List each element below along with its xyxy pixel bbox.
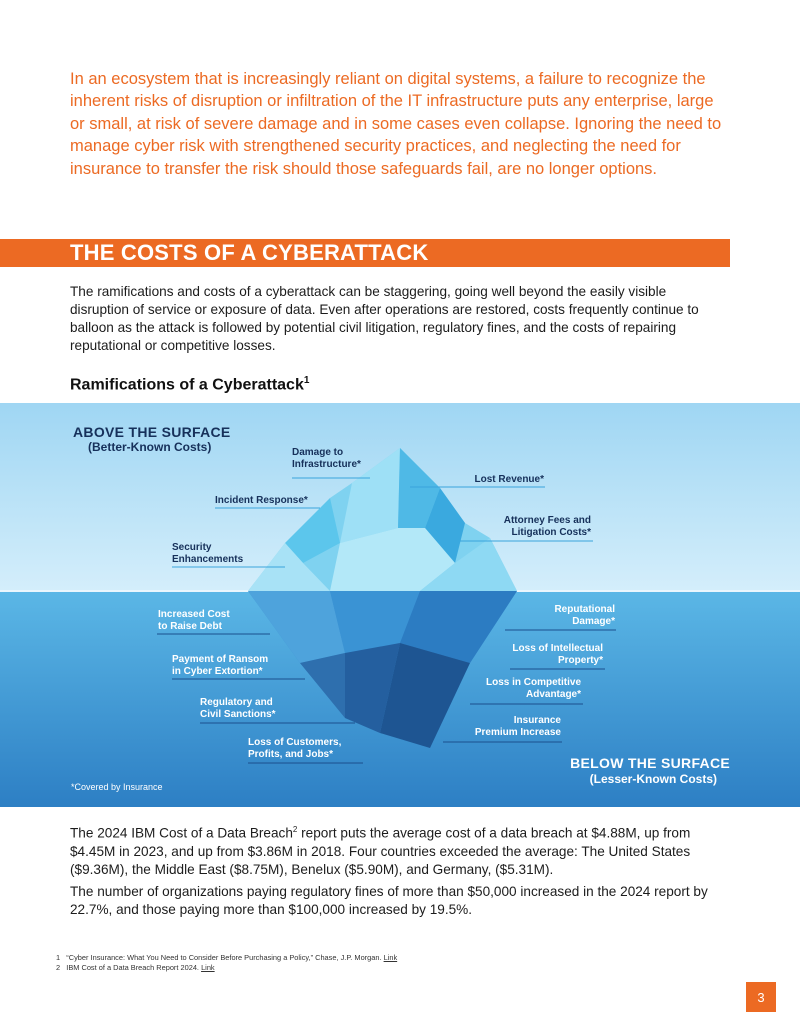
- label-increased-cost-debt: Increased Cost to Raise Debt: [158, 609, 230, 632]
- above-surface-subheading: (Better-Known Costs): [88, 440, 212, 454]
- footnote-1: 1 “Cyber Insurance: What You Need to Consider Before Purchasing a Policy,” Chase, J.P. Morgan. Link: [56, 953, 398, 962]
- label-incident-response: Incident Response*: [215, 495, 308, 506]
- footnotes: [56, 953, 397, 973]
- section-title: THE COSTS OF A CYBERATTACK: [70, 240, 429, 265]
- label-loss-intellectual-property: Loss of Intellectual Property*: [512, 643, 603, 666]
- iceberg-illustration: [0, 403, 800, 807]
- footnote-2: 2 IBM Cost of a Data Breach Report 2024. Link: [56, 963, 215, 972]
- costs-paragraph: The ramifications and costs of a cyberattack can be staggering, going well beyond the easily visible disruption of service or exposure of data. Even after operations are restored, costs frequently continue to balloon as the attack is followed by potential civil litigation, regulatory fines, and the costs of repairing reputational or competitive losses.: [70, 284, 699, 353]
- label-attorney-fees: Attorney Fees and Litigation Costs*: [503, 515, 591, 538]
- label-payment-of-ransom: Payment of Ransom in Cyber Extortion*: [172, 654, 269, 677]
- ibm-report-paragraph: The 2024 IBM Cost of a Data Breach$^2$ report puts the average cost of a data breach at $4.88M, up from $4.45M in 2023, and up from $3.86M in 2018. Four countries exceeded the average: The United States ($9.36M), the Middle East ($8.75M), Benelux ($5.90M), and Germany, ($5.31M).: [70, 825, 691, 877]
- covered-by-insurance-note: *Covered by Insurance: [71, 782, 163, 792]
- infographic-title: Ramifications of a Cyberattack$^1$: [70, 375, 310, 394]
- label-security-enhancements: Security Enhancements: [172, 542, 244, 565]
- label-loss-competitive-advantage: Loss in Competitive Advantage*: [485, 677, 581, 700]
- below-surface-heading: BELOW THE SURFACE: [570, 755, 730, 771]
- iceberg-infographic: [0, 403, 800, 807]
- footnote-1-link[interactable]: Link: [383, 953, 398, 962]
- label-reputational-damage: Reputational Damage*: [554, 604, 615, 627]
- label-insurance-premium-increase: Insurance Premium Increase: [474, 715, 561, 738]
- label-lost-revenue: Lost Revenue*: [474, 474, 544, 485]
- label-regulatory-civil-sanctions: Regulatory and Civil Sanctions*: [200, 697, 276, 720]
- fines-paragraph: The number of organizations paying regulatory fines of more than $50,000 increased in the 2024 report by 22.7%, and those paying more than $100,000 increased by 19.5%.: [70, 884, 708, 917]
- above-surface-heading: ABOVE THE SURFACE: [73, 424, 231, 440]
- intro-paragraph: In an ecosystem that is increasingly reliant on digital systems, a failure to recognize the inherent risks of disruption or infiltration of the IT infrastructure puts any enterprise, large or small, at risk of severe damage and in some cases even collapse. Ignoring the need to manage cyber risk with strengthened security practices, and neglecting the need for insurance to transfer the risk should those safeguards fail, are no longer options.: [70, 70, 722, 178]
- label-damage-to-infrastructure: Damage to Infrastructure*: [292, 447, 361, 470]
- below-surface-subheading: (Lesser-Known Costs): [589, 772, 717, 786]
- page-number: 3: [746, 982, 776, 1012]
- label-loss-of-customers: Loss of Customers, Profits, and Jobs*: [248, 737, 342, 760]
- footnote-2-link[interactable]: Link: [201, 963, 215, 972]
